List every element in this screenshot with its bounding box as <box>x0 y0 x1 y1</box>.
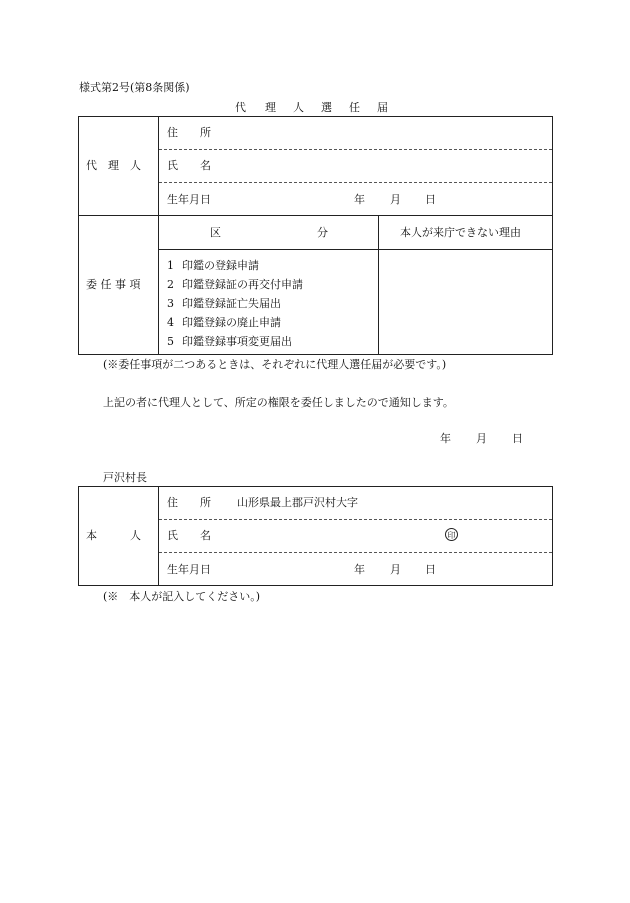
principal-header: 本 人 <box>86 529 141 542</box>
proxy-birth-label: 生年月日 <box>167 193 211 206</box>
principal-birth-month: 月 <box>390 563 401 576</box>
title-char: 選 <box>321 101 332 114</box>
proxy-address-label: 住 所 <box>167 126 211 139</box>
delegation-header: 委 任 事 項 <box>86 278 141 291</box>
item-text: 印鑑の登録申請 <box>182 259 259 272</box>
form-number: 様式第2号(第8条関係) <box>79 81 190 94</box>
principal-address-value: 山形県最上郡戸沢村大字 <box>237 496 358 509</box>
list-item <box>167 316 281 329</box>
principal-birth-label: 生年月日 <box>167 563 211 576</box>
principal-birth-day: 日 <box>425 563 436 576</box>
list-item <box>167 335 292 348</box>
proxy-birth-month: 月 <box>390 193 401 206</box>
reason-header: 本人が来庁できない理由 <box>400 226 521 239</box>
principal-note: (※ 本人が記入してください。) <box>103 590 261 603</box>
principal-address-label: 住 所 <box>167 496 211 509</box>
divider <box>159 249 552 250</box>
divider <box>78 215 553 216</box>
item-text: 印鑑登録証亡失届出 <box>182 297 281 310</box>
delegation-statement: 上記の者に代理人として、所定の権限を委任しましたので通知します。 <box>103 396 454 409</box>
title-char: 任 <box>349 101 360 114</box>
delegation-note: (※委任事項が二つあるときは、それぞれに代理人選任届が必要です。) <box>103 358 447 371</box>
divider <box>158 116 159 355</box>
date-year: 年 <box>440 432 451 445</box>
item-text: 印鑑登録事項変更届出 <box>182 335 292 348</box>
item-number: 1 <box>167 259 174 272</box>
item-text: 印鑑登録の廃止申請 <box>182 316 281 329</box>
proxy-header: 代 理 人 <box>86 159 141 172</box>
category-header-left: 区 <box>210 226 221 239</box>
list-item <box>167 259 259 272</box>
item-number: 5 <box>167 335 174 348</box>
divider <box>159 552 552 553</box>
divider <box>378 215 379 355</box>
proxy-birth-day: 日 <box>425 193 436 206</box>
title-char: 理 <box>265 101 276 114</box>
item-number: 4 <box>167 316 174 329</box>
item-text: 印鑑登録証の再交付申請 <box>182 278 303 291</box>
divider <box>159 182 552 183</box>
proxy-name-label: 氏 名 <box>167 159 211 172</box>
divider <box>159 519 552 520</box>
title-char: 人 <box>293 101 304 114</box>
item-number: 3 <box>167 297 174 310</box>
item-number: 2 <box>167 278 174 291</box>
list-item <box>167 278 303 291</box>
proxy-birth-year: 年 <box>354 193 365 206</box>
list-item <box>167 297 281 310</box>
divider <box>158 486 159 586</box>
divider <box>159 149 552 150</box>
date-month: 月 <box>476 432 487 445</box>
date-day: 日 <box>512 432 523 445</box>
seal-mark: 印 <box>445 528 458 541</box>
category-header-right: 分 <box>317 226 328 239</box>
addressee: 戸沢村長 <box>103 471 147 484</box>
title-char: 届 <box>377 101 388 114</box>
principal-birth-year: 年 <box>354 563 365 576</box>
principal-name-label: 氏 名 <box>167 529 211 542</box>
title-char: 代 <box>235 101 246 114</box>
